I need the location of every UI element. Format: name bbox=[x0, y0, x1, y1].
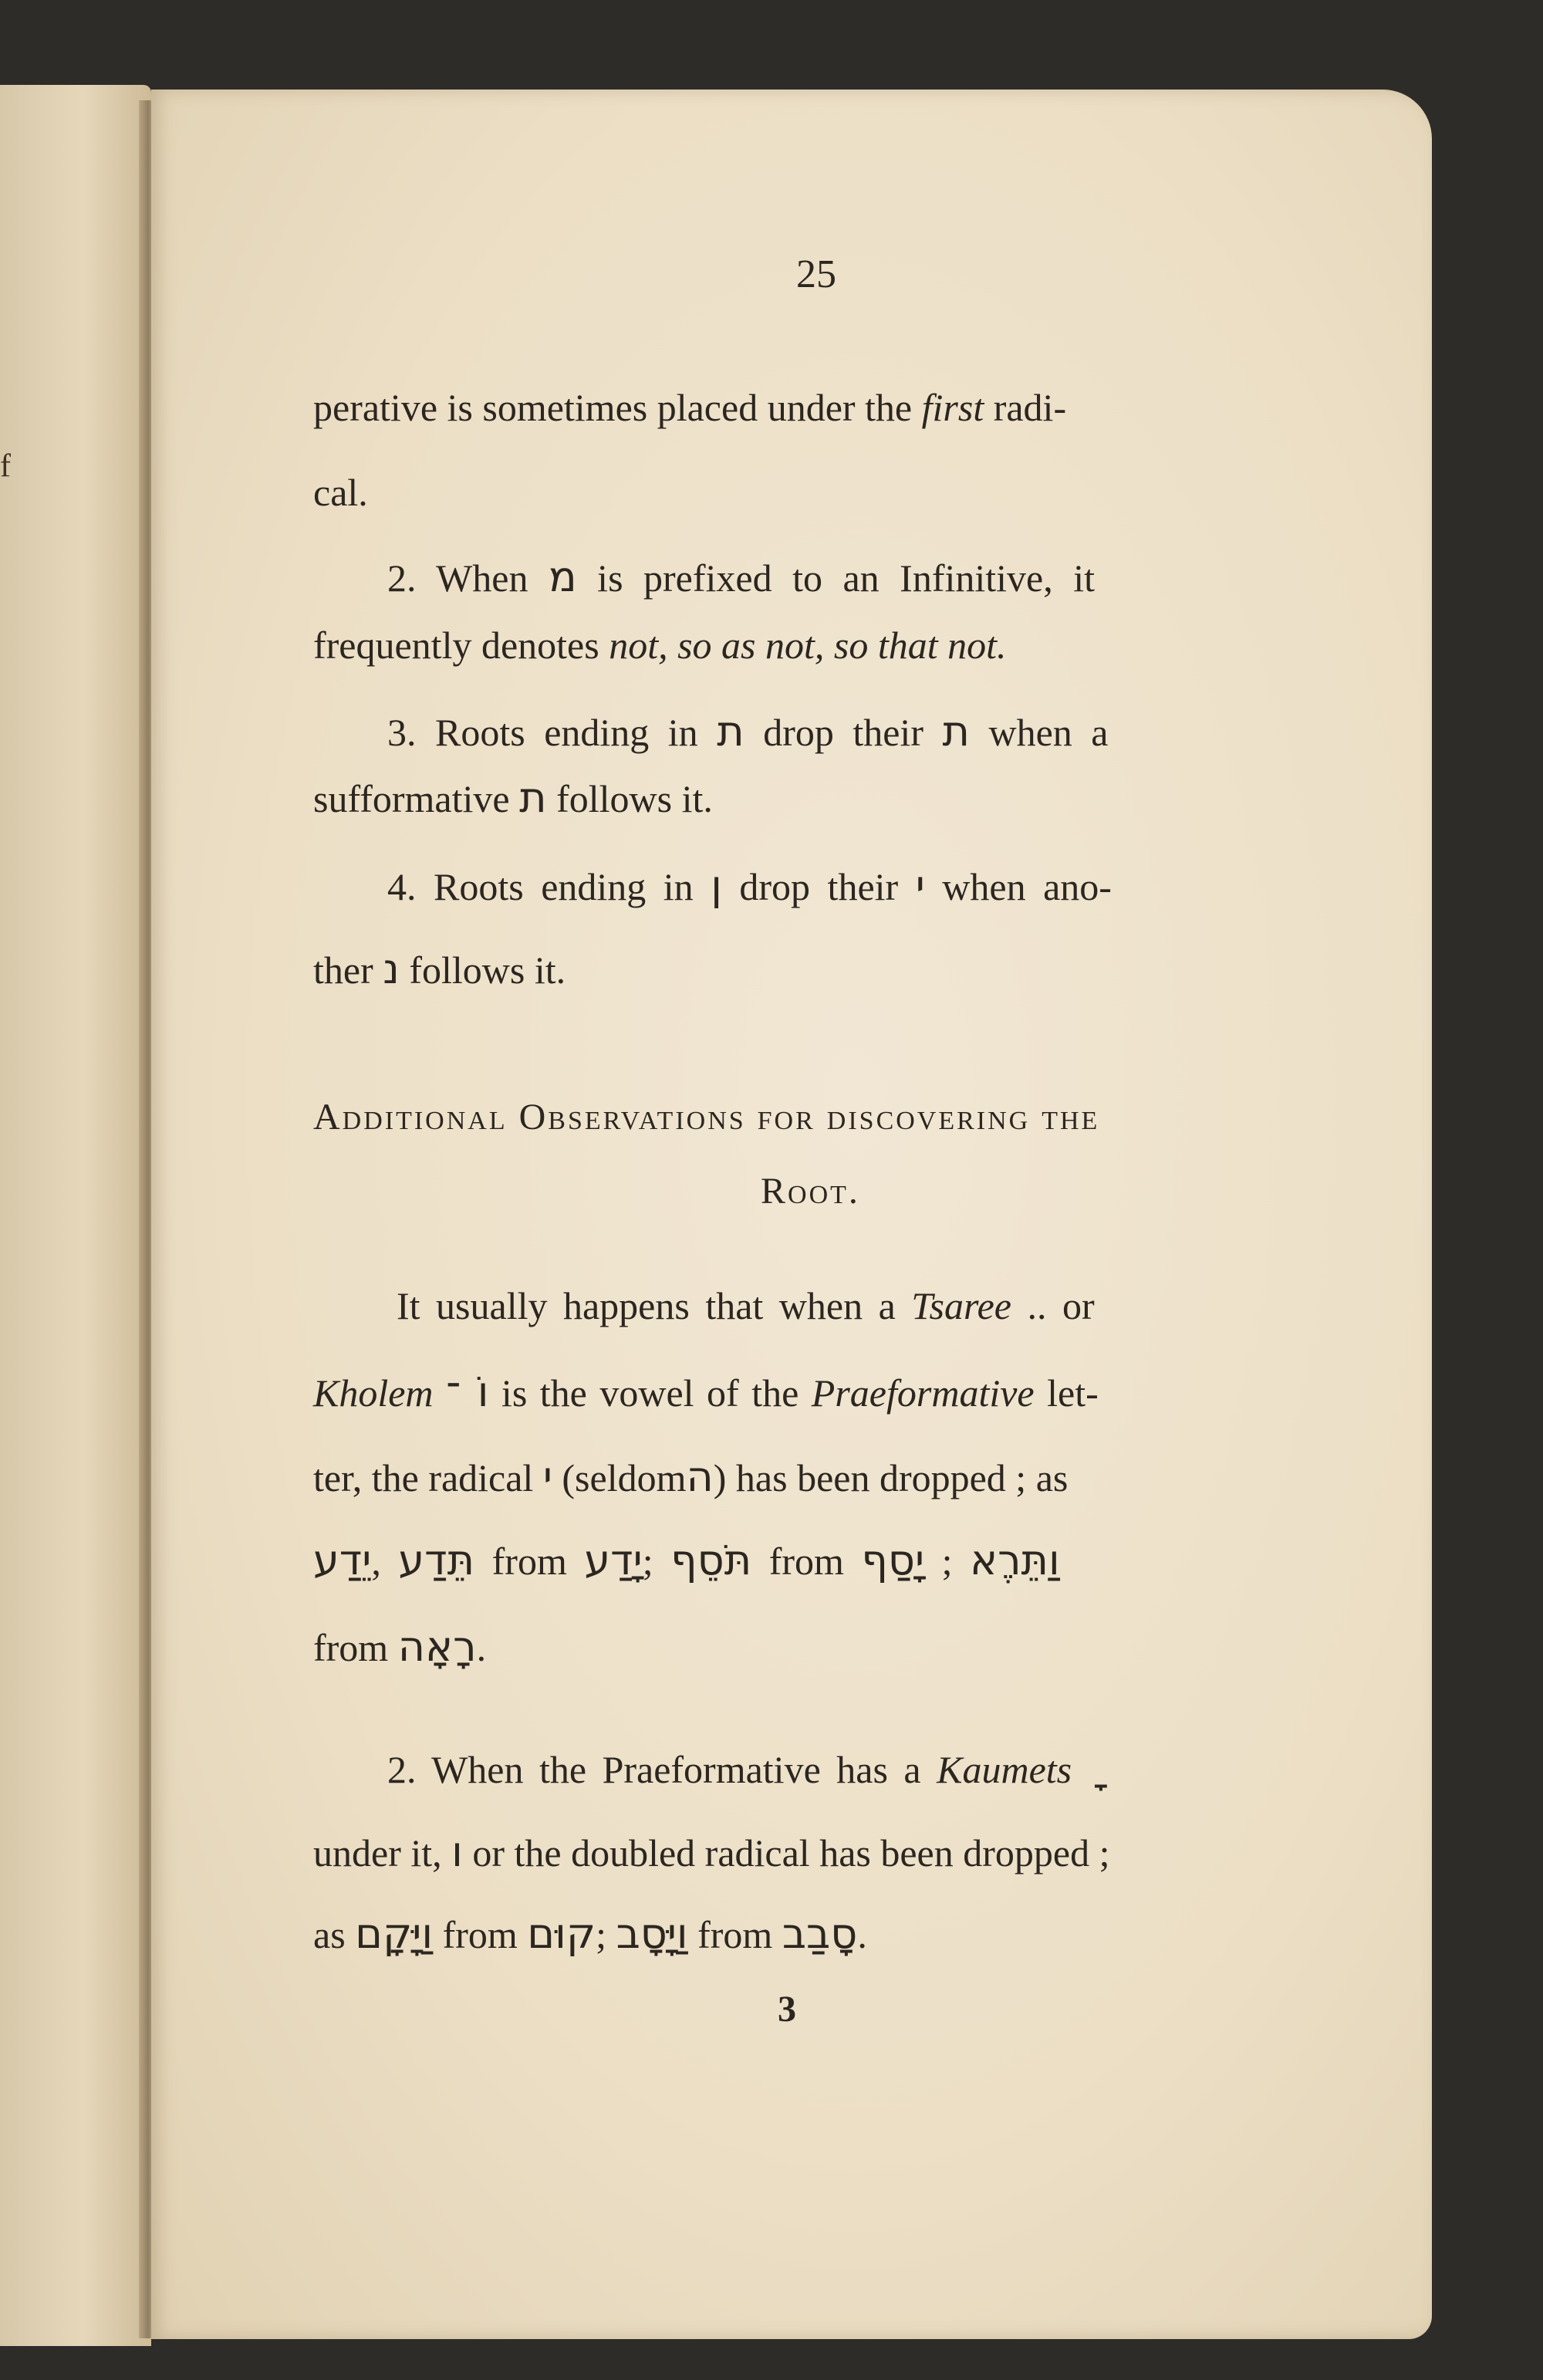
section-heading: Additional Observations for discovering the bbox=[313, 1097, 1100, 1138]
paragraph-line: from רָאָה. bbox=[313, 1622, 487, 1671]
paragraph-line: sufformative ת follows it. bbox=[313, 773, 713, 822]
paragraph-line: frequently denotes not, so as not, so that not. bbox=[313, 624, 1007, 667]
left-page bbox=[0, 85, 151, 2346]
section-heading-root: Root. bbox=[761, 1171, 860, 1212]
paragraph-line: 3. Roots ending in ת drop their ת when a bbox=[387, 707, 1109, 756]
paragraph-line: ter, the radical י (seldomה) has been dropped ; as bbox=[313, 1452, 1069, 1501]
paragraph-line: ther נ follows it. bbox=[313, 945, 566, 993]
left-page-letter: f bbox=[0, 448, 11, 484]
paragraph-line: Kholem וֹ ־ is the vowel of the Praeformative let- bbox=[313, 1367, 1099, 1416]
paragraph-line: It usually happens that when a Tsaree .. or bbox=[397, 1284, 1095, 1327]
paragraph-line: 2. When the Praeformative has a Kaumets bbox=[387, 1748, 1072, 1791]
paragraph-line: as וַיָּקָם from קוּם; וַיָּסָב from סָבַב. bbox=[313, 1909, 867, 1958]
paragraph-line: under it, ו or the doubled radical has been dropped ; bbox=[313, 1827, 1110, 1876]
paragraph-line: 4. Roots ending in ן drop their י when ano- bbox=[387, 861, 1112, 910]
signature-mark: 3 bbox=[778, 1989, 796, 2030]
paragraph-line: יֵדַע, תֵּדַע from יָדַע; תֹּסֵף from יָסַף ; וַתֵּרֶא bbox=[313, 1536, 1060, 1584]
paragraph-line: perative is sometimes placed under the first radi- bbox=[313, 386, 1067, 429]
page-number: 25 bbox=[796, 252, 836, 296]
paragraph-line: 2. When מ is prefixed to an Infinitive, it bbox=[387, 553, 1096, 601]
paragraph-line: cal. bbox=[313, 471, 368, 514]
